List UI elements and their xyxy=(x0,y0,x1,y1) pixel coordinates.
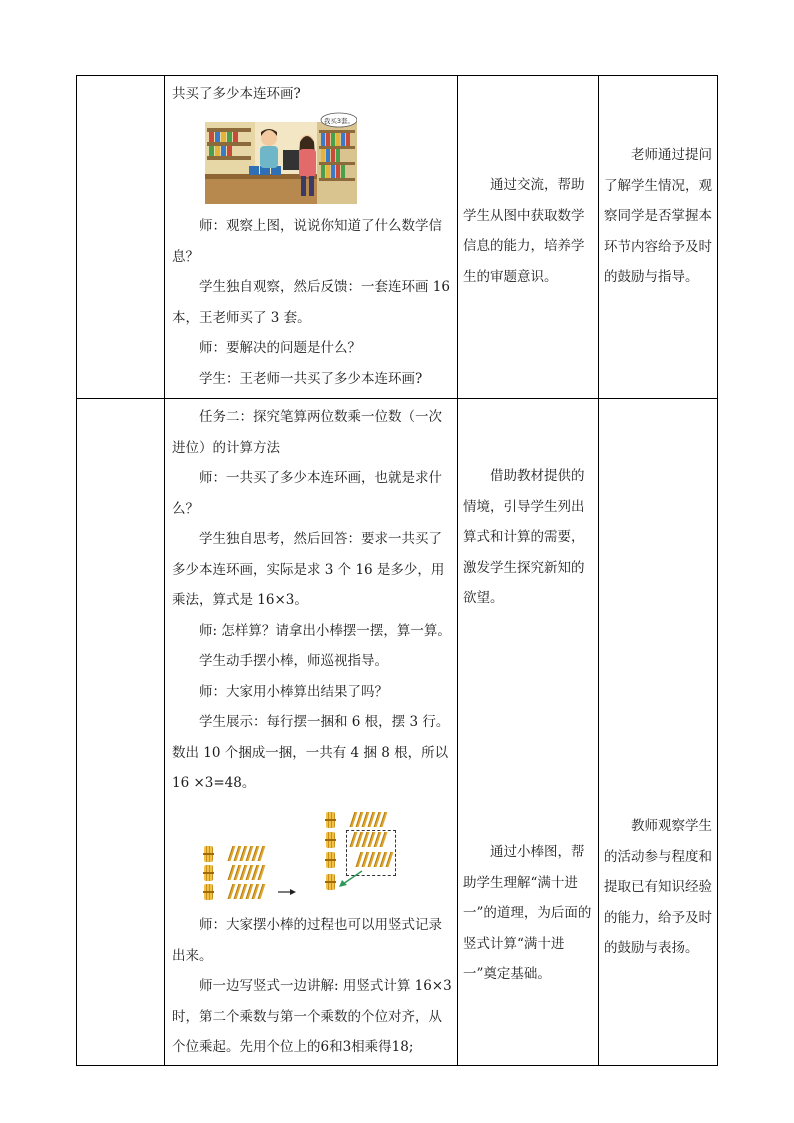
stick-bundle xyxy=(326,832,335,848)
green-arrow-icon xyxy=(338,870,364,888)
row1-process-line-4: 学生：王老师一共买了多少本连环画? xyxy=(199,370,423,387)
row1-process-cell xyxy=(172,79,452,110)
col-line-3 xyxy=(598,75,599,1066)
stick-bundle xyxy=(326,812,335,828)
table-border-mid xyxy=(76,398,718,399)
table-border-top xyxy=(76,75,718,76)
right-arrow-icon xyxy=(278,888,296,896)
row1-evaluation-text: 老师通过提问了解学生情况，观察同学是否掌握本环节内容给予及时的鼓励与指导。 xyxy=(604,147,712,285)
stick-bundle xyxy=(204,865,213,881)
row1-process-cell-lower xyxy=(172,211,452,394)
row2-evaluation-text: 教师观察学生的活动参与程度和提取已有知识经验的能力，给予及时的鼓励与表扬。 xyxy=(604,818,712,956)
stick-bundle xyxy=(326,852,335,868)
row2-process-line-0: 任务二：探究笔算两位数乘一位数（一次进位）的计算方法 xyxy=(172,409,442,456)
counting-stick xyxy=(258,846,266,861)
bookstore-illustration xyxy=(205,112,357,204)
row1-process-line-3: 师：要解决的问题是什么？ xyxy=(199,340,361,356)
col-line-0 xyxy=(76,75,77,1066)
row1-evaluation-cell xyxy=(604,140,712,293)
table-border-bottom xyxy=(76,1065,718,1066)
row2-process-line-2: 学生独自思考，然后回答：要求一共买了多少本连环画，实际是求 3 个 16 是多少，用乘法，算式是 16×3。 xyxy=(172,531,445,608)
row2-process-line-6: 学生展示：每行摆一捆和 6 根，摆 3 行。数出 10 个捆成一捆，一共有 4 捆 8 根，所以 16 ×3=48。 xyxy=(172,714,450,791)
row2-intent-b-cell xyxy=(463,837,593,990)
row2-process-line-4: 学生动手摆小棒，师巡视指导。 xyxy=(199,653,388,669)
sticks-illustration xyxy=(200,806,405,898)
row2-process-line-5: 师：大家用小棒算出结果了吗？ xyxy=(199,683,388,700)
counting-stick xyxy=(380,812,388,827)
row1-process-line-2: 学生独自观察，然后反馈：一套连环画 16 本，王老师买了 3 套。 xyxy=(172,279,450,326)
row1-process-line-1: 师：观察上图，说说你知道了什么数学信息？ xyxy=(172,218,442,265)
row1-intent-cell xyxy=(463,170,593,292)
row2-process-line-7: 师：大家摆小棒的过程也可以用竖式记录出来。 xyxy=(172,917,442,964)
counting-stick xyxy=(258,865,266,880)
row2-intent-b-text: 通过小棒图，帮助学生理解“满十进一”的道理，为后面的竖式计算“满十进一”奠定基础。 xyxy=(463,844,592,982)
row2-intent-a-text: 借助教材提供的情境，引导学生列出算式和计算的需要，激发学生探究新知的欲望。 xyxy=(463,468,585,606)
col-line-4 xyxy=(717,75,718,1066)
stick-bundle xyxy=(204,846,213,862)
row2-process-cell-lower xyxy=(172,910,452,1063)
stick-bundle xyxy=(326,874,335,890)
row1-intent-text: 通过交流，帮助学生从图中获取数学信息的能力，培养学生的审题意识。 xyxy=(463,177,585,285)
row2-process-line-3: 师: 怎样算？请拿出小棒摆一摆，算一算。 xyxy=(199,622,451,639)
row2-process-line-8: 师一边写竖式一边讲解: 用竖式计算 16×3时，第二个乘数与第一个乘数的个位对齐，从个位乘起。先用个位上的6和3相乘得18; xyxy=(172,978,452,1055)
bookstore-scene-svg xyxy=(205,112,357,204)
row2-intent-a-cell xyxy=(463,461,593,614)
row2-evaluation-cell xyxy=(604,811,712,964)
row2-process-cell xyxy=(172,402,452,799)
counting-stick xyxy=(258,884,266,899)
col-line-1 xyxy=(164,75,165,1066)
row2-process-line-1: 师：一共买了多少本连环画，也就是求什么？ xyxy=(172,470,442,517)
speech-bubble-text: 我买3套。 xyxy=(323,117,355,125)
col-line-2 xyxy=(457,75,458,1066)
row1-process-line-0: 共买了多少本连环画? xyxy=(172,86,301,102)
stick-bundle xyxy=(204,884,213,900)
